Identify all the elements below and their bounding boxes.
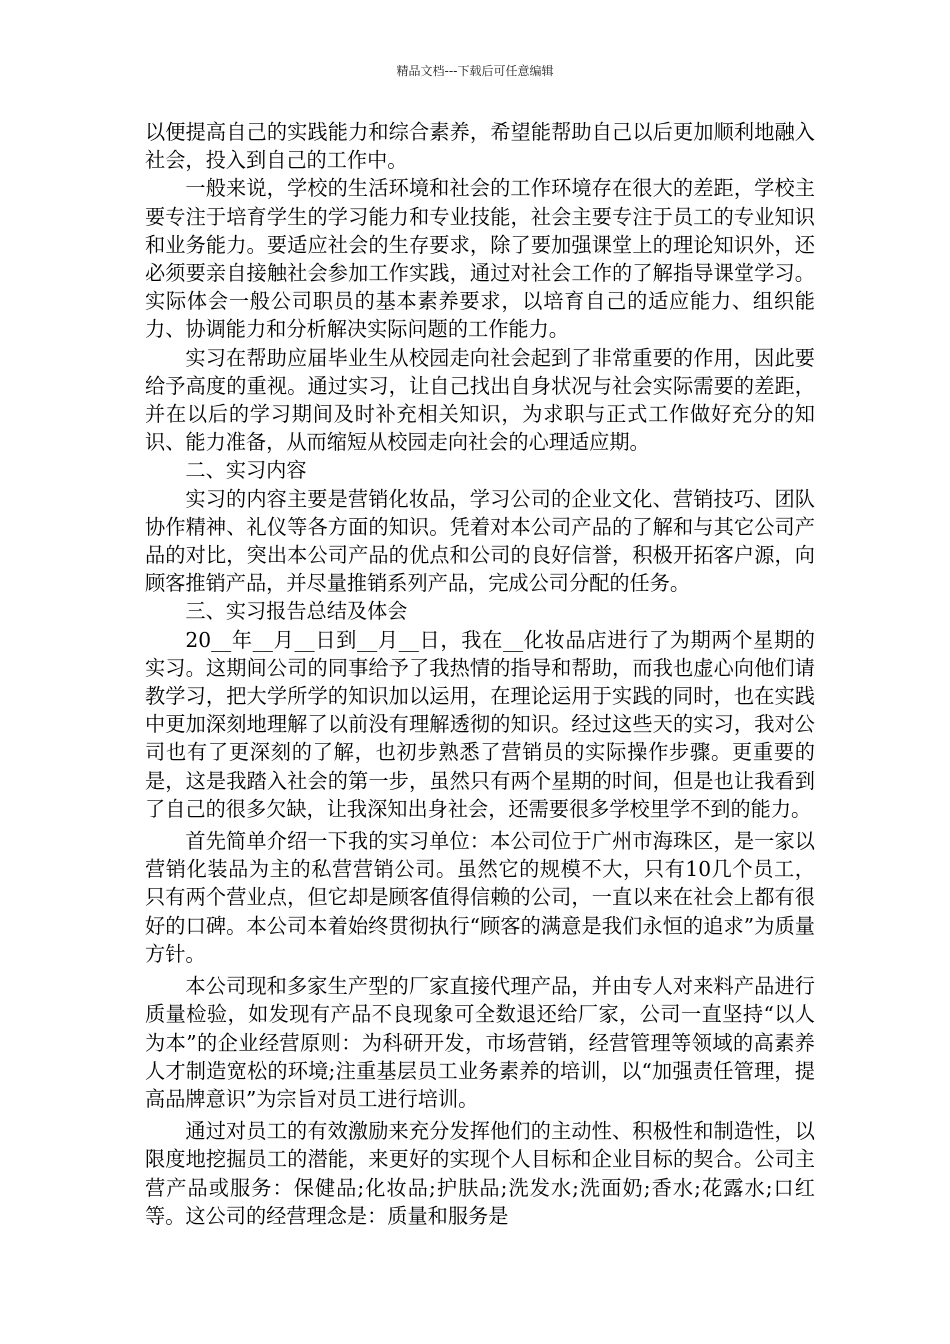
paragraph-continuation: 以便提高自己的实践能力和综合素养，希望能帮助自己以后更加顺利地融入社会，投入到自己的工作中。 xyxy=(145,120,815,173)
paragraph-company-intro: 首先简单介绍一下我的实习单位：本公司位于广州市海珠区，是一家以营销化装品为主的私营营销公司。虽然它的规模不大，只有10几个员工，只有两个营业点，但它却是顾客值得信赖的公司，一直以来在社会上都有很好的口碑。本公司本着始终贯彻执行“顾客的满意是我们永恒的追求”为质量方针。 xyxy=(145,829,815,966)
paragraph-internship-period: 20__年__月__日到__月__日，我在__化妆品店进行了为期两个星期的实习。这期间公司的同事给予了我热情的指导和帮助，而我也虚心向他们请教学习，把大学所学的知识加以运用，在理论运用于实践的同时，也在实践中更加深刻地理解了以前没有理解透彻的知识。经过这些天的实习，我对公司也有了更深刻的了解，也初步熟悉了营销员的实际操作步骤。更重要的是，这是我踏入社会的第一步，虽然只有两个星期的时间，但是也让我看到了自己的很多欠缺，让我深知出身社会，还需要很多学校里学不到的能力。 xyxy=(145,627,815,821)
document-body xyxy=(145,118,815,1230)
paragraph-employee-motivation: 通过对员工的有效激励来充分发挥他们的主动性、积极性和制造性，以限度地挖掘员工的潜能，来更好的实现个人目标和企业目标的契合。公司主营产品或服务：保健品;化妆品;护肤品;洗发水;洗面奶;香水;花露水;口红等。这公司的经营理念是：质量和服务是 xyxy=(145,1119,815,1228)
section-heading-content: 二、实习内容 xyxy=(185,458,307,483)
paragraph-internship-content: 实习的内容主要是营销化妆品，学习公司的企业文化、营销技巧、团队协作精神、礼仪等各方面的知识。凭着对本公司产品的了解和与其它公司产品的对比，突出本公司产品的优点和公司的良好信誉，积极开拓客户源，向顾客推销产品，并尽量推销系列产品，完成公司分配的任务。 xyxy=(145,486,815,596)
section-heading-summary: 三、实习报告总结及体会 xyxy=(185,599,408,624)
page-header: 精品文档---下载后可任意编辑 xyxy=(396,64,554,78)
paragraph-environment-gap: 一般来说，学校的生活环境和社会的工作环境存在很大的差距，学校主要专注于培育学生的学习能力和专业技能，社会主要专注于员工的专业知识和业务能力。要适应社会的生存要求，除了要加强课堂上的理论知识外，还必须要亲自接触社会参加工作实践，通过对社会工作的了解指导课堂学习。实际体会一般公司职员的基本素养要求，以培育自己的适应能力、组织能力、协调能力和分析解决实际问题的工作能力。 xyxy=(145,176,815,342)
paragraph-company-products: 本公司现和多家生产型的厂家直接代理产品，并由专人对来料产品进行质量检验，如发现有产品不良现象可全数退还给厂家，公司一直坚持“以人为本”的企业经营原则：为科研开发，市场营销，经营管理等领域的高素养人才制造宽松的环境;注重基层员工业务素养的培训，以“加强责任管理，提高品牌意识”为宗旨对员工进行培训。 xyxy=(145,974,815,1111)
paragraph-internship-importance: 实习在帮助应届毕业生从校园走向社会起到了非常重要的作用，因此要给予高度的重视。通过实习，让自己找出自身状况与社会实际需要的差距，并在以后的学习期间及时补充相关知识，为求职与正式工作做好充分的知识、能力准备，从而缩短从校园走向社会的心理适应期。 xyxy=(145,345,815,455)
